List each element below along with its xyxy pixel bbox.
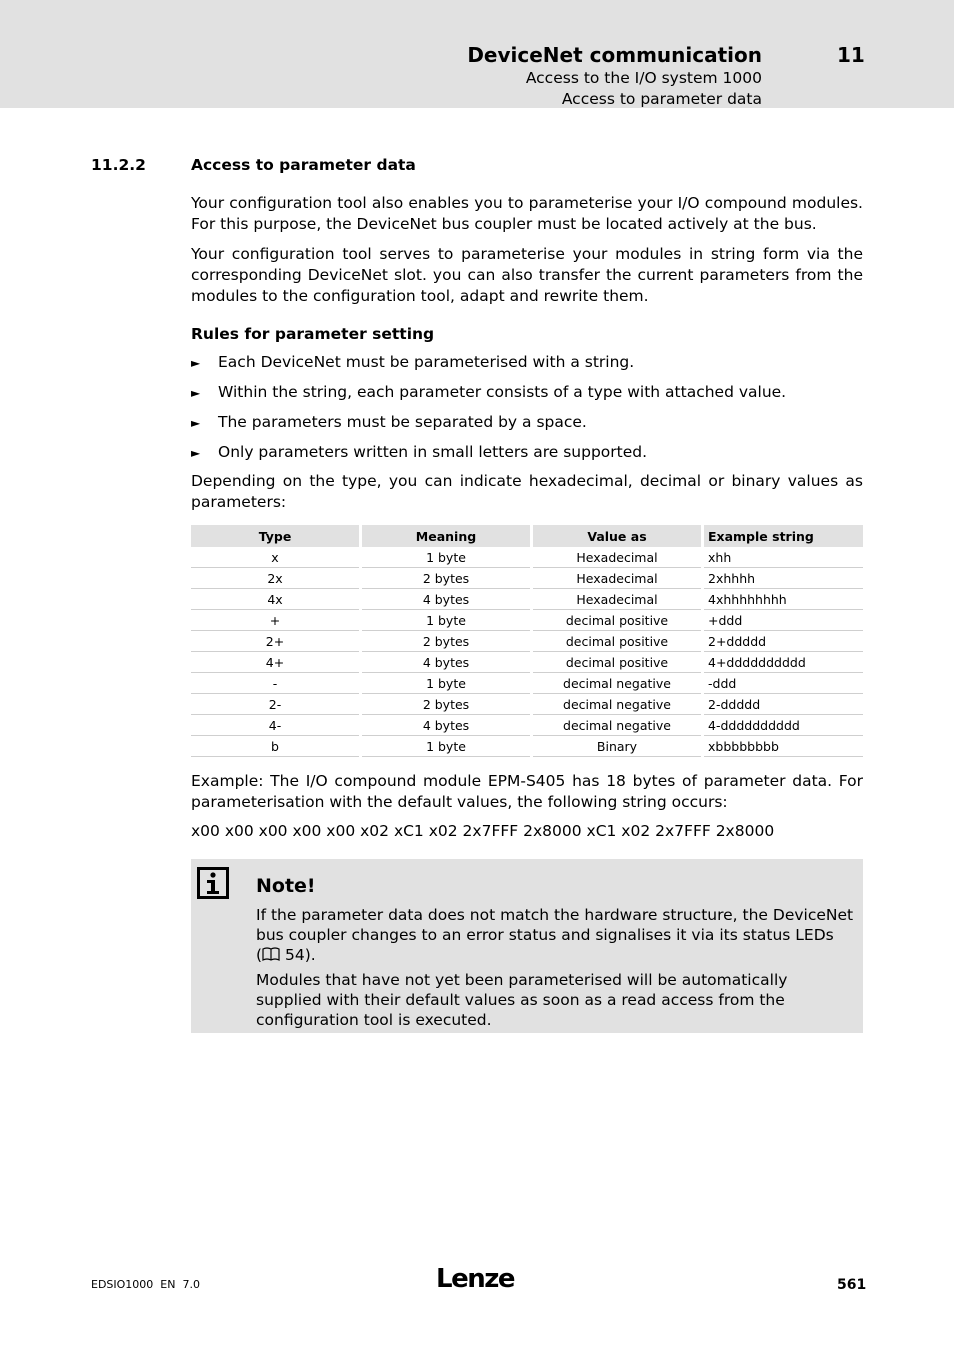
document-id: EDSIO1000 EN 7.0	[91, 1278, 200, 1291]
table-cell: 1 byte	[361, 673, 532, 694]
chapter-number: 11	[837, 43, 865, 67]
table-cell: 4+	[191, 652, 361, 673]
bullet-item: ► The parameters must be separated by a space.	[191, 412, 587, 434]
table-row	[191, 547, 863, 568]
lenze-logo: Lenze	[436, 1264, 514, 1294]
table-row	[191, 568, 863, 589]
table-cell: 4 bytes	[361, 652, 532, 673]
table-cell: 2+ddddd	[703, 631, 864, 652]
table-cell: 4xhhhhhhhh	[703, 589, 864, 610]
parameter-types-table	[191, 525, 863, 757]
page-reference[interactable]: 54).	[280, 946, 316, 964]
table-cell: 2x	[191, 568, 361, 589]
bullet-item: ► Each DeviceNet must be parameterised with a string.	[191, 352, 634, 374]
table-row	[191, 694, 863, 715]
table-cell: 2-	[191, 694, 361, 715]
table-cell: 4-dddddddddd	[703, 715, 864, 736]
chapter-title: DeviceNet communication	[467, 43, 762, 67]
bullet-arrow-icon: ►	[191, 356, 201, 370]
note-text-2: Modules that have not yet been parameterised will be automatically supplied with their default values as soon as a read access from the configuration tool is executed.	[256, 971, 788, 1029]
table-cell: decimal negative	[532, 715, 703, 736]
bullet-item: ► Only parameters written in small letters are supported.	[191, 442, 647, 464]
book-icon	[262, 947, 280, 961]
table-cell: Hexadecimal	[532, 589, 703, 610]
example-string: x00 x00 x00 x00 x00 x02 xC1 x02 2x7FFF 2x8000 xC1 x02 2x7FFF 2x8000	[191, 822, 775, 840]
section-number: 11.2.2	[91, 156, 146, 174]
page-number: 561	[837, 1277, 867, 1293]
table-cell: x	[191, 547, 361, 568]
paragraph-intro: Your configuration tool also enables you to parameterise your I/O compound modules. For this purpose, the DeviceNet bus coupler must be located actively at the bus.	[191, 194, 863, 233]
table-cell: -ddd	[703, 673, 864, 694]
note-box	[191, 859, 863, 1033]
table-cell: b	[191, 736, 361, 757]
table-cell: 4 bytes	[361, 589, 532, 610]
table-cell: Hexadecimal	[532, 547, 703, 568]
col-header-type: Type	[191, 525, 361, 547]
table-cell: 1 byte	[361, 610, 532, 631]
table-cell: decimal positive	[532, 652, 703, 673]
table-cell: xhh	[703, 547, 864, 568]
table-cell: 4+dddddddddd	[703, 652, 864, 673]
table-cell: 4x	[191, 589, 361, 610]
table-cell: xbbbbbbbb	[703, 736, 864, 757]
table-cell: 1 byte	[361, 547, 532, 568]
table-row	[191, 652, 863, 673]
table-cell: 2 bytes	[361, 568, 532, 589]
table-cell: decimal positive	[532, 610, 703, 631]
table-cell: Binary	[532, 736, 703, 757]
paragraph-config-tool: Your configuration tool serves to parameterise your modules in string form via the corresponding DeviceNet slot. you can also transfer the current parameters from the modules to the configuration tool, adapt and rewrite them.	[191, 245, 863, 305]
table-header-row	[191, 525, 863, 547]
col-header-example: Example string	[703, 525, 864, 547]
table-row	[191, 715, 863, 736]
bullet-arrow-icon: ►	[191, 416, 201, 430]
note-title: Note!	[256, 875, 316, 897]
table-cell: decimal positive	[532, 631, 703, 652]
table-cell: 4-	[191, 715, 361, 736]
paragraph-example: Example: The I/O compound module EPM-S405 has 18 bytes of parameter data. For parameterisation with the default values, the following string occurs:	[191, 772, 863, 811]
section-title: Access to parameter data	[191, 156, 416, 174]
table-row	[191, 736, 863, 757]
bullet-arrow-icon: ►	[191, 446, 201, 460]
header-subtitle-2: Access to parameter data	[561, 90, 762, 108]
table-cell: Hexadecimal	[532, 568, 703, 589]
table-cell: 2 bytes	[361, 694, 532, 715]
table-cell: decimal negative	[532, 673, 703, 694]
note-text-1: If the parameter data does not match the hardware structure, the DeviceNet bus coupler changes to an error status and signalises it via its status LEDs ( 54).	[256, 906, 854, 964]
table-cell: 1 byte	[361, 736, 532, 757]
bullet-item: ► Within the string, each parameter consists of a type with attached value.	[191, 382, 786, 404]
table-row	[191, 589, 863, 610]
table-row	[191, 673, 863, 694]
table-row	[191, 631, 863, 652]
table-cell: decimal negative	[532, 694, 703, 715]
col-header-value-as: Value as	[532, 525, 703, 547]
table-cell: 2xhhhh	[703, 568, 864, 589]
paragraph-table-intro: Depending on the type, you can indicate hexadecimal, decimal or binary values as parameters:	[191, 472, 863, 511]
header-subtitle-1: Access to the I/O system 1000	[525, 69, 762, 87]
table-cell: -	[191, 673, 361, 694]
table-row	[191, 610, 863, 631]
table-cell: 2-ddddd	[703, 694, 864, 715]
info-icon	[197, 867, 229, 899]
bullet-arrow-icon: ►	[191, 386, 201, 400]
table-cell: +	[191, 610, 361, 631]
table-cell: 4 bytes	[361, 715, 532, 736]
table-cell: +ddd	[703, 610, 864, 631]
col-header-meaning: Meaning	[361, 525, 532, 547]
table-cell: 2+	[191, 631, 361, 652]
table-cell: 2 bytes	[361, 631, 532, 652]
rules-heading: Rules for parameter setting	[191, 325, 435, 343]
